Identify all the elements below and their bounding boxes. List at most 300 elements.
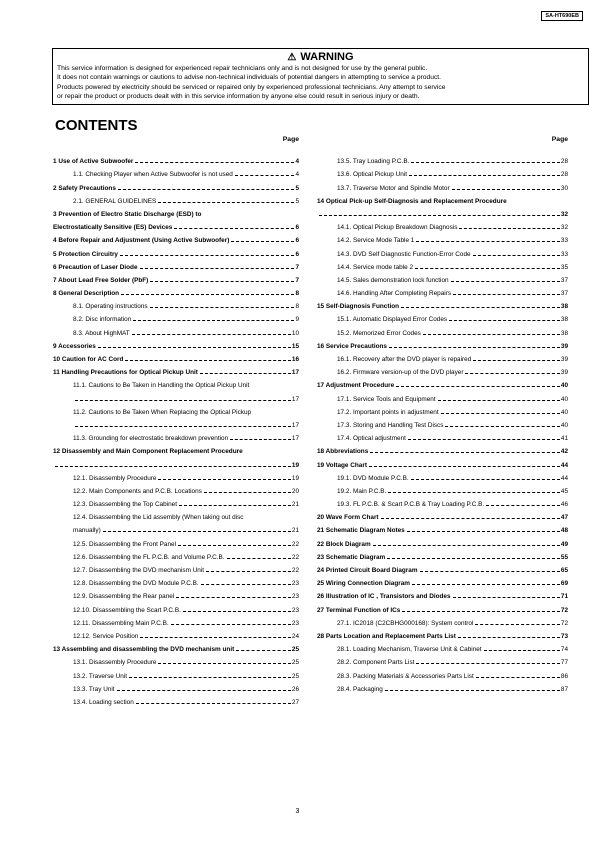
toc-entry-label: 17 Adjustment Procedure [317,382,395,390]
toc-entry-label: 5 Protection Circuitry [53,250,118,258]
warning-line: or repair the product or products dealt with in this service information by anyone else could result in serious injury or death. [57,92,420,100]
toc-entry[interactable] [53,587,299,600]
dot-leader [171,624,291,625]
toc-entry[interactable] [317,389,568,402]
dot-leader [178,545,291,546]
page-column-header: Page [551,136,568,143]
toc-entry-page: 28 [560,158,568,166]
toc-entry[interactable] [53,323,299,336]
toc-entry[interactable] [317,218,568,231]
toc-entry[interactable] [53,376,299,389]
toc-entry-page: 55 [560,553,568,561]
dot-leader [473,360,560,361]
toc-entry-page: 32 [560,224,568,232]
toc-entry-label: 12.4. Disassembling the Lid assembly (When taking out disc [73,514,244,522]
toc-entry-page: 39 [560,342,568,350]
toc-entry-label: manually) [73,527,101,535]
toc-entry[interactable] [317,600,568,613]
toc-entry-label: 12 Disassembly and Main Component Replacement Procedure [53,448,243,456]
toc-entry-label: 12.3. Disassembling the Top Cabinet [73,501,177,509]
toc-entry-page: 41 [560,435,568,443]
toc-entry-page: 33 [560,250,568,258]
toc-entry-page: 69 [560,580,568,588]
toc-entry-page: 23 [291,580,299,588]
toc-entry[interactable] [317,429,568,442]
dot-leader [385,690,560,691]
toc-entry[interactable] [53,469,299,482]
toc-entry[interactable] [317,482,568,495]
dot-leader [158,202,294,203]
toc-entry-page: 8 [295,290,299,298]
toc-entry-label: 28.4. Packaging [337,685,383,693]
dot-leader [158,479,290,480]
dot-leader [158,663,290,664]
toc-entry[interactable] [53,508,299,521]
warning-line: It does not contain warnings or cautions to advise non-technical individuals of potential dangers in attempting to service a product. [57,74,442,82]
toc-entry-label: 13.1. Disassembly Procedure [73,659,157,667]
dot-leader [475,624,559,625]
dot-leader [415,268,560,269]
toc-entry[interactable] [53,178,299,191]
dot-leader [458,637,560,638]
toc-entry[interactable] [317,152,568,165]
dot-leader [476,677,560,678]
toc-entry[interactable] [53,455,299,468]
toc-entry[interactable] [53,666,299,679]
toc-entry-page: 44 [560,461,568,469]
toc-entry-page: 23 [291,606,299,614]
dot-leader [408,439,560,440]
toc-entry[interactable] [53,680,299,693]
toc-entry-label: 16 Service Precautions [317,342,387,350]
toc-entry-label: 3 Prevention of Electro Static Discharge (ESD) to [53,210,202,218]
toc-entry-label: 12.9. Disassembling the Rear panel [73,593,175,601]
dot-leader [420,571,560,572]
toc-entry[interactable] [53,693,299,706]
dot-leader [402,611,560,612]
toc-entry-label: 23 Schematic Diagram [317,553,386,561]
dot-leader [230,439,291,440]
toc-entry[interactable] [53,482,299,495]
toc-entry-label: 12.7. Disassembling the DVD mechanism Unit [73,567,205,574]
toc-entry[interactable] [317,337,568,350]
dot-leader [140,268,295,269]
toc-entry[interactable] [317,627,568,640]
dot-leader [459,228,559,229]
toc-entry[interactable] [53,574,299,587]
toc-entry-label: 14.1. Optical Pickup Breakdown Diagnosis [337,224,458,232]
toc-entry[interactable] [53,165,299,178]
toc-entry-page: 48 [560,527,568,535]
toc-entry-page: 17 [291,435,299,443]
toc-entry-label: 11.3. Grounding for electrostatic breakdown prevention [73,435,229,443]
toc-entry-page: 38 [560,329,568,337]
toc-entry-label: 16.1. Recovery after the DVD player is repaired [337,356,472,363]
toc-entry[interactable] [317,521,568,534]
toc-entry-label: 12.12. Service Position [73,632,139,640]
toc-entry-page: 4 [295,158,299,166]
toc-entry-label: 19.2. Main P.C.B. [337,487,387,495]
toc-entry-page: 19 [291,474,299,482]
dot-leader [98,347,291,348]
toc-entry-page: 37 [560,276,568,284]
toc-entry-label: 28 Parts Location and Replacement Parts List [317,632,456,640]
dot-leader [484,650,560,651]
toc-entry-page: 37 [560,290,568,298]
toc-entry-label: 1 Use of Active Subwoofer [53,158,134,166]
toc-entry[interactable] [317,561,568,574]
page-column-header: Page [282,136,299,143]
toc-entry-page: 40 [560,421,568,429]
dot-leader [129,677,291,678]
toc-entry[interactable] [317,548,568,561]
toc-entry-label: 13.3. Tray Unit [73,685,115,693]
toc-entry[interactable] [53,653,299,666]
toc-entry-page: 22 [291,553,299,561]
toc-right-list [317,152,568,693]
toc-entry[interactable] [317,376,568,389]
toc-entry-label: 16.2. Firmware version-up of the DVD player [337,369,464,377]
warning-box [52,48,589,105]
toc-entry-label: 4 Before Repair and Adjustment (Using Active Subwoofer) [53,237,230,245]
toc-entry-label: 10 Caution for AC Cord [53,356,124,363]
dot-leader [133,320,294,321]
dot-leader [227,558,291,559]
toc-entry-label: 26 Illustration of IC , Transistors and Diodes [317,593,451,601]
toc-entry-label: 12.8. Disassembling the DVD Module P.C.B. [73,580,199,588]
toc-entry-page: 17 [291,421,299,429]
toc-entry-label: 1.1. Checking Player when Active Subwoofer is not used [73,171,233,179]
toc-entry[interactable] [317,363,568,376]
toc-entry[interactable] [317,442,568,455]
toc-entry-page: 4 [295,171,299,179]
toc-entry[interactable] [317,284,568,297]
toc-entry-label: 12.6. Disassembling the FL P.C.B. and Volume P.C.B. [73,553,225,561]
toc-entry[interactable] [53,337,299,350]
toc-entry[interactable] [53,495,299,508]
toc-entry-label: 28.3. Packing Materials & Accessories Parts List [337,672,474,680]
dot-leader [118,189,295,190]
dot-leader [416,241,560,242]
toc-entry-page: 6 [295,250,299,258]
dot-leader [75,400,291,401]
toc-entry-label: 17.4. Optical adjustment [337,435,406,443]
warning-title-text: WARNING [300,51,354,63]
toc-entry-page: 71 [560,593,568,601]
toc-entry[interactable] [53,310,299,323]
toc-entry-label: 27.1. IC2018 (C2CBHG000168): System control [337,619,474,627]
toc-entry-label: 8.3. About HighMAT [73,329,130,337]
toc-entry-label: 13.2. Traverse Unit [73,672,127,680]
toc-entry-label: 14.4. Service mode table 2 [337,263,414,271]
dot-leader [200,373,291,374]
toc-entry-page: 27 [291,698,299,706]
toc-entry[interactable] [53,192,299,205]
toc-entry[interactable] [53,297,299,310]
dot-leader [396,386,560,387]
toc-entry-label: 2 Safety Precautions [53,184,116,192]
dot-leader [103,531,291,532]
toc-entry[interactable] [317,640,568,653]
toc-entry[interactable] [53,403,299,416]
toc-entry[interactable] [317,680,568,693]
toc-entry-page: 38 [560,316,568,324]
toc-entry[interactable] [53,218,299,231]
toc-entry-page: 24 [291,632,299,640]
toc-entry-label: 25 Wiring Connection Diagram [317,580,410,588]
toc-entry[interactable] [317,310,568,323]
toc-entry-label: 2.1. GENERAL GUIDELINES [73,197,157,205]
toc-entry[interactable] [53,416,299,429]
toc-entry-label: 11.1. Cautions to Be Taken in Handling the Optical Pickup Unit [73,382,250,390]
toc-entry[interactable] [317,666,568,679]
dot-leader [150,307,295,308]
toc-entry-label: 20 Wave Form Chart [317,514,379,522]
dot-leader [150,281,294,282]
toc-entry[interactable] [53,389,299,402]
dot-leader [387,558,560,559]
dot-leader [319,215,560,216]
toc-entry-page: 23 [291,593,299,601]
toc-entry[interactable] [317,165,568,178]
dot-leader [120,255,294,256]
toc-entry[interactable] [53,244,299,257]
toc-entry[interactable] [317,244,568,257]
dot-leader [389,347,560,348]
toc-entry-page: 73 [560,632,568,640]
toc-entry-page: 17 [291,395,299,403]
dot-leader [438,400,560,401]
toc-entry[interactable] [317,192,568,205]
toc-entry-page: 5 [295,184,299,192]
toc-entry-page: 7 [295,276,299,284]
toc-entry[interactable] [53,442,299,455]
toc-entry[interactable] [317,455,568,468]
toc-entry-page: 72 [560,619,568,627]
toc-entry-label: 9 Accessories [53,342,96,350]
toc-entry-page: 30 [560,184,568,192]
toc-entry-label: 24 Printed Circuit Board Diagram [317,567,418,574]
dot-leader [121,294,294,295]
toc-entry[interactable] [317,178,568,191]
toc-entry-label: 12.10. Disassembling the Scart P.C.B. [73,606,181,614]
toc-entry-page: 10 [291,329,299,337]
toc-entry[interactable] [317,587,568,600]
toc-entry[interactable] [317,534,568,547]
toc-entry[interactable] [317,495,568,508]
toc-entry-page: 22 [291,567,299,574]
toc-entry[interactable] [317,469,568,482]
toc-entry-page: 39 [560,369,568,377]
toc-entry[interactable] [317,350,568,363]
toc-entry-label: 15.2. Memorized Error Codes [337,329,421,337]
toc-entry-page: 32 [560,210,568,218]
toc-entry-page: 26 [291,685,299,693]
toc-entry-label: 13.5. Tray Loading P.C.B. [337,158,410,166]
toc-entry-label: 14.5. Sales demonstration lock function [337,276,449,284]
toc-left-column [53,136,299,706]
toc-entry-label: 17.2. Important points in adjustment [337,408,439,416]
toc-entry-page: 72 [560,606,568,614]
toc-entry-label: 12.11. Disassembling Main P.C.B. [73,619,169,627]
toc-entry[interactable] [53,258,299,271]
toc-entry[interactable] [53,627,299,640]
toc-entry-page: 40 [560,408,568,416]
dot-leader [388,492,560,493]
toc-entry[interactable] [53,534,299,547]
dot-leader [117,690,291,691]
toc-entry-label: 13.7. Traverse Motor and Spindle Motor [337,184,450,192]
toc-entry-page: 7 [295,263,299,271]
toc-entry[interactable] [317,614,568,627]
dot-leader [55,466,291,467]
dot-leader [465,373,559,374]
toc-right-column [317,136,568,693]
toc-entry-page: 28 [560,171,568,179]
dot-leader [136,703,291,704]
toc-entry[interactable] [317,508,568,521]
toc-entry-label: 14.3. DVD Self Diagnostic Function-Error Code [337,250,471,258]
dot-leader [179,505,291,506]
warning-text [53,63,588,101]
toc-entry-page: 6 [295,237,299,245]
toc-entry-page: 25 [291,659,299,667]
toc-entry-page: 25 [291,646,299,654]
toc-entry[interactable] [53,561,299,574]
toc-entry-label: 13.4. Loading section [73,698,134,706]
toc-entry[interactable] [53,284,299,297]
warning-line: Products powered by electricity should be serviced or repaired only by experienced professional technicians. Any attempt to service [57,83,446,91]
dot-leader [132,334,291,335]
toc-entry-page: 8 [295,303,299,311]
warning-triangle-icon: ⚠ [287,52,297,63]
dot-leader [235,175,295,176]
toc-entry-label: 13.6. Optical Pickup Unit [337,171,407,179]
dot-leader [441,413,560,414]
toc-entry-label: 13 Assembling and disassembling the DVD mechanism unit [53,646,235,654]
dot-leader [449,320,560,321]
dot-leader [381,518,560,519]
toc-entry-page: 47 [560,514,568,522]
dot-leader [423,334,560,335]
dot-leader [453,294,560,295]
toc-entry[interactable] [317,231,568,244]
toc-entry-label: 12.5. Disassembling the Front Panel [73,540,177,548]
toc-entry-label: 11.2. Cautions to Be Taken When Replacing the Optical Pickup [73,408,252,416]
toc-entry[interactable] [53,521,299,534]
toc-entry-label: 14.2. Service Mode Table 1 [337,237,415,245]
warning-line: This service information is designed for experienced repair technicians only and is not designed for use by the general public. [57,65,428,72]
contents-heading: CONTENTS [55,117,138,134]
toc-entry[interactable] [53,614,299,627]
toc-entry[interactable] [317,574,568,587]
toc-entry[interactable] [317,653,568,666]
dot-leader [453,597,560,598]
dot-leader [183,611,291,612]
toc-entry[interactable] [317,416,568,429]
toc-entry-page: 21 [291,527,299,535]
toc-entry-page: 33 [560,237,568,245]
toc-entry[interactable] [317,297,568,310]
toc-left-list [53,152,299,706]
dot-leader [75,426,291,427]
toc-entry[interactable] [317,271,568,284]
toc-entry-label: 19 Voltage Chart [317,461,367,469]
toc-entry-page: 40 [560,395,568,403]
toc-entry-label: 17.3. Storing and Handling Test Discs [337,421,444,429]
toc-entry[interactable] [53,350,299,363]
toc-entry[interactable] [53,640,299,653]
toc-entry[interactable] [317,258,568,271]
toc-entry-page: 46 [560,501,568,509]
toc-entry[interactable] [53,548,299,561]
dot-leader [135,162,294,163]
toc-entry-page: 20 [291,487,299,495]
toc-entry[interactable] [317,205,568,218]
toc-entry-page: 5 [295,197,299,205]
toc-entry-page: 17 [291,369,299,377]
toc-entry-page: 35 [560,263,568,271]
toc-entry[interactable] [53,429,299,442]
toc-entry-label: 8 General Description [53,290,120,298]
toc-entry[interactable] [317,403,568,416]
dot-leader [486,505,560,506]
toc-entry[interactable] [53,205,299,218]
toc-entry-label: 8.2. Disc information [73,316,132,324]
toc-entry-label: 19.1. DVD Module P.C.B. [337,474,409,482]
toc-entry-page: 38 [560,303,568,311]
toc-entry-page: 74 [560,646,568,654]
toc-entry-page: 86 [560,672,568,680]
toc-entry-label: 11 Handling Precautions for Optical Pickup Unit [53,369,198,377]
dot-leader [369,466,560,467]
dot-leader [204,492,291,493]
dot-leader [125,360,290,361]
dot-leader [231,241,294,242]
toc-entry[interactable] [53,271,299,284]
toc-entry-page: 77 [560,659,568,667]
toc-entry-page: 22 [291,540,299,548]
toc-entry-page: 49 [560,540,568,548]
page-number: 3 [295,808,300,815]
toc-entry-label: 7 About Lead Free Solder (PbF) [53,276,149,284]
dot-leader [176,597,291,598]
dot-leader [451,281,560,282]
toc-entry[interactable] [317,323,568,336]
dot-leader [411,479,560,480]
toc-entry-page: 45 [560,487,568,495]
dot-leader [452,189,560,190]
toc-entry-label: 15.1. Automatic Displayed Error Codes [337,316,448,324]
toc-entry-page: 19 [291,461,299,469]
toc-entry-page: 9 [295,316,299,324]
toc-entry-label: 12.1. Disassembly Procedure [73,474,157,482]
toc-entry[interactable] [53,363,299,376]
dot-leader [201,584,291,585]
dot-leader [236,650,291,651]
toc-entry-page: 40 [560,382,568,390]
toc-entry[interactable] [53,152,299,165]
toc-entry-page: 42 [560,448,568,456]
toc-entry[interactable] [53,600,299,613]
toc-entry-label: 12.2. Main Components and P.C.B. Locations [73,487,202,495]
dot-leader [407,531,560,532]
dot-leader [140,637,291,638]
toc-entry-label: 28.2. Component Parts List [337,659,415,667]
toc-entry-label: 17.1. Service Tools and Equipment [337,395,436,403]
toc-entry[interactable] [53,231,299,244]
dot-leader [412,584,560,585]
